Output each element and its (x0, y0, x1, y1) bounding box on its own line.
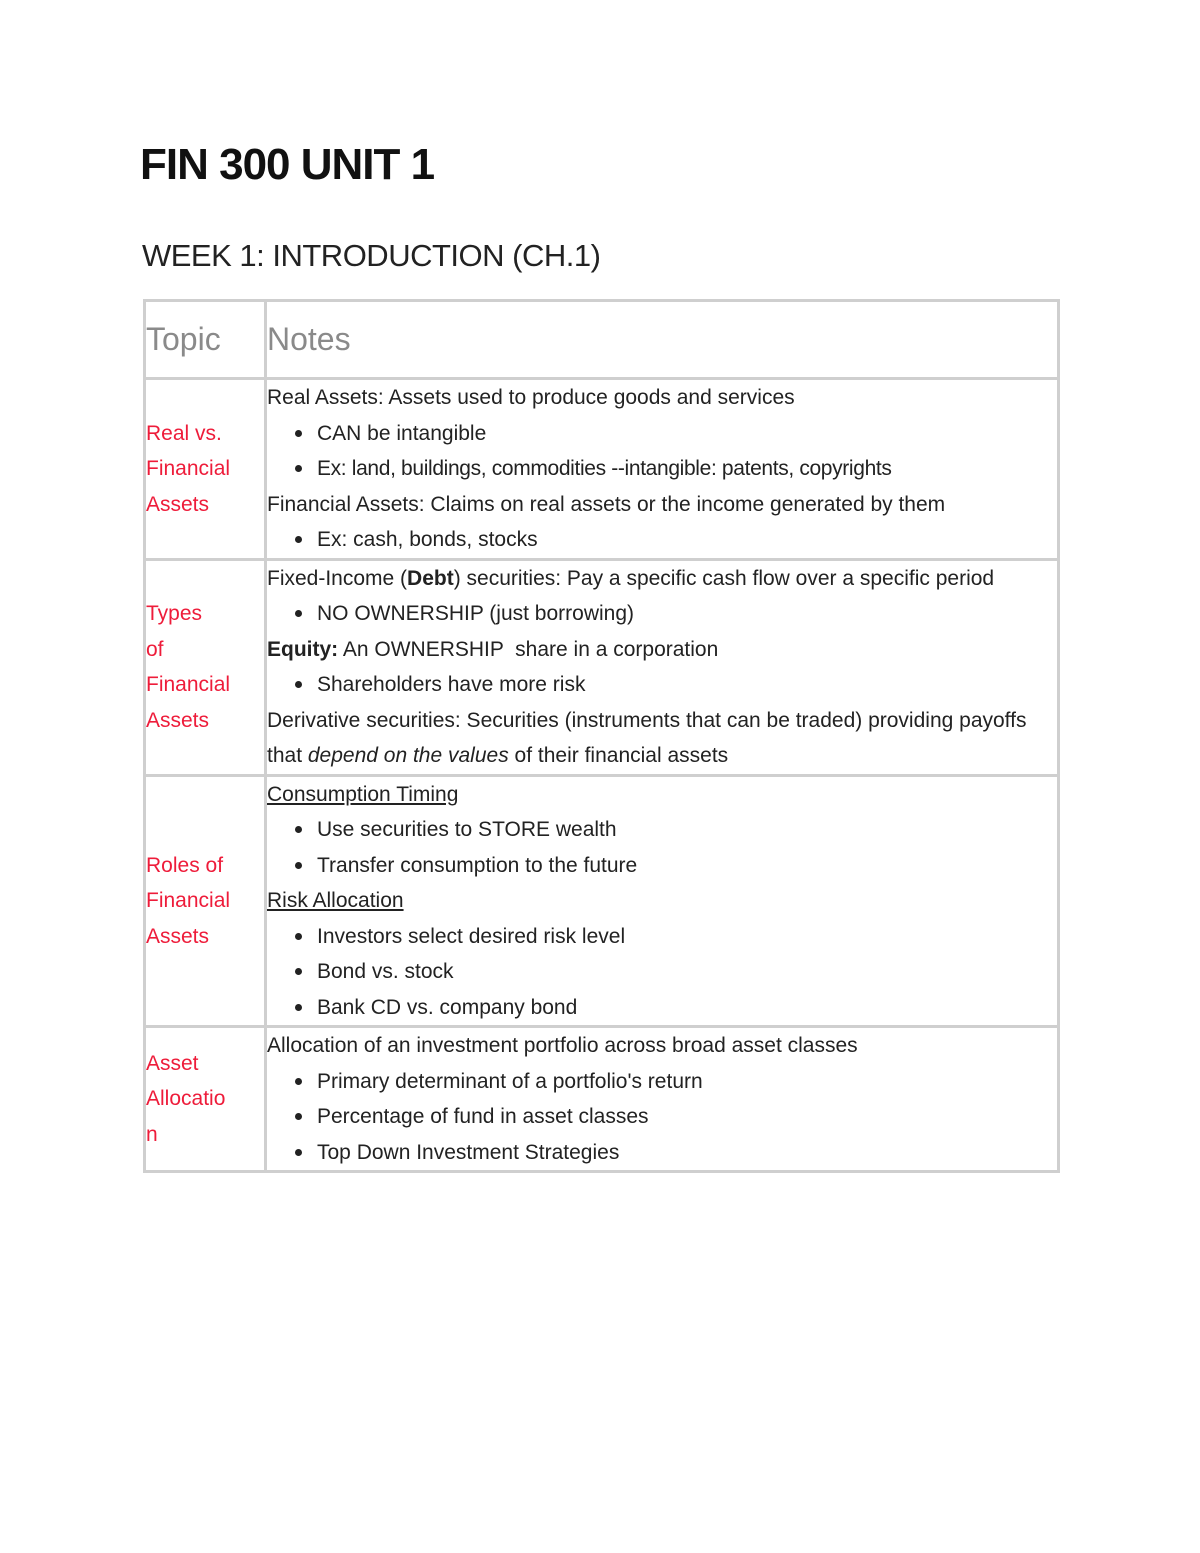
section-heading: Consumption Timing (267, 782, 459, 806)
text-run: An OWNERSHIP share in a corporation (338, 637, 719, 661)
bullet-list (267, 919, 1057, 1026)
list-item: Shareholders have more risk (317, 667, 1057, 703)
page-title: FIN 300 UNIT 1 (140, 140, 435, 189)
bold-text: Debt (407, 566, 454, 590)
notes-cell (266, 379, 1059, 560)
table-header-row (145, 301, 1059, 379)
list-item: Ex: land, buildings, commodities --intangible: patents, copyrights (317, 451, 1057, 487)
bullet-list (267, 812, 1057, 883)
section-heading: Risk Allocation (267, 889, 404, 912)
note-line (267, 632, 1057, 668)
list-item: CAN be intangible (317, 416, 1057, 452)
note-line: Financial Assets: Claims on real assets or the income generated by them (267, 492, 946, 516)
list-item: Ex: cash, bonds, stocks (317, 522, 1057, 558)
italic-text: depend on the values (307, 744, 509, 767)
text-run: Fixed-Income ( (267, 566, 408, 590)
topic-real-vs-financial: Real vs. Financial Assets (145, 379, 266, 560)
list-item: Top Down Investment Strategies (317, 1135, 1057, 1171)
bullet-list (267, 596, 1057, 632)
topic-types-of-financial-assets: Types of Financial Assets (145, 559, 266, 775)
topic-asset-allocation: Asset Allocatio n (145, 1027, 266, 1172)
note-line (267, 561, 1057, 597)
text-run: Derivative securities: Securities (instruments that can be traded) providing payoffs that (267, 708, 1027, 767)
topic-roles-of-financial-assets: Roles of Financial Assets (145, 775, 266, 1027)
list-item: Bond vs. stock (317, 954, 1057, 990)
list-item: NO OWNERSHIP (just borrowing) (317, 596, 1057, 632)
bullet-list (267, 522, 1057, 558)
text-run: of their financial assets (508, 744, 729, 767)
notes-cell (266, 775, 1059, 1027)
note-line: Real Assets: Assets used to produce goods and services (267, 386, 795, 409)
notes-cell (266, 559, 1059, 775)
text-run: ) securities: Pay a specific cash flow over a specific period (453, 566, 995, 590)
topic-column-header: Topic (145, 301, 266, 379)
table-row (145, 379, 1059, 560)
bullet-list (267, 1064, 1057, 1171)
notes-cell (266, 1027, 1059, 1172)
notes-table (143, 299, 1060, 1173)
week-heading: WEEK 1: INTRODUCTION (CH.1) (142, 238, 601, 273)
notes-column-header: Notes (266, 301, 1059, 379)
table-row (145, 775, 1059, 1027)
bold-text: Equity: (267, 637, 339, 661)
list-item: Investors select desired risk level (317, 919, 1057, 955)
table-row (145, 1027, 1059, 1172)
bullet-list (267, 416, 1057, 487)
table-row (145, 559, 1059, 775)
list-item: Use securities to STORE wealth (317, 812, 1057, 848)
bullet-list (267, 667, 1057, 703)
list-item: Percentage of fund in asset classes (317, 1099, 1057, 1135)
note-line: Allocation of an investment portfolio across broad asset classes (267, 1034, 858, 1057)
list-item: Transfer consumption to the future (317, 848, 1057, 884)
list-item: Bank CD vs. company bond (317, 990, 1057, 1026)
note-line (267, 703, 1057, 774)
list-item: Primary determinant of a portfolio's return (317, 1064, 1057, 1100)
